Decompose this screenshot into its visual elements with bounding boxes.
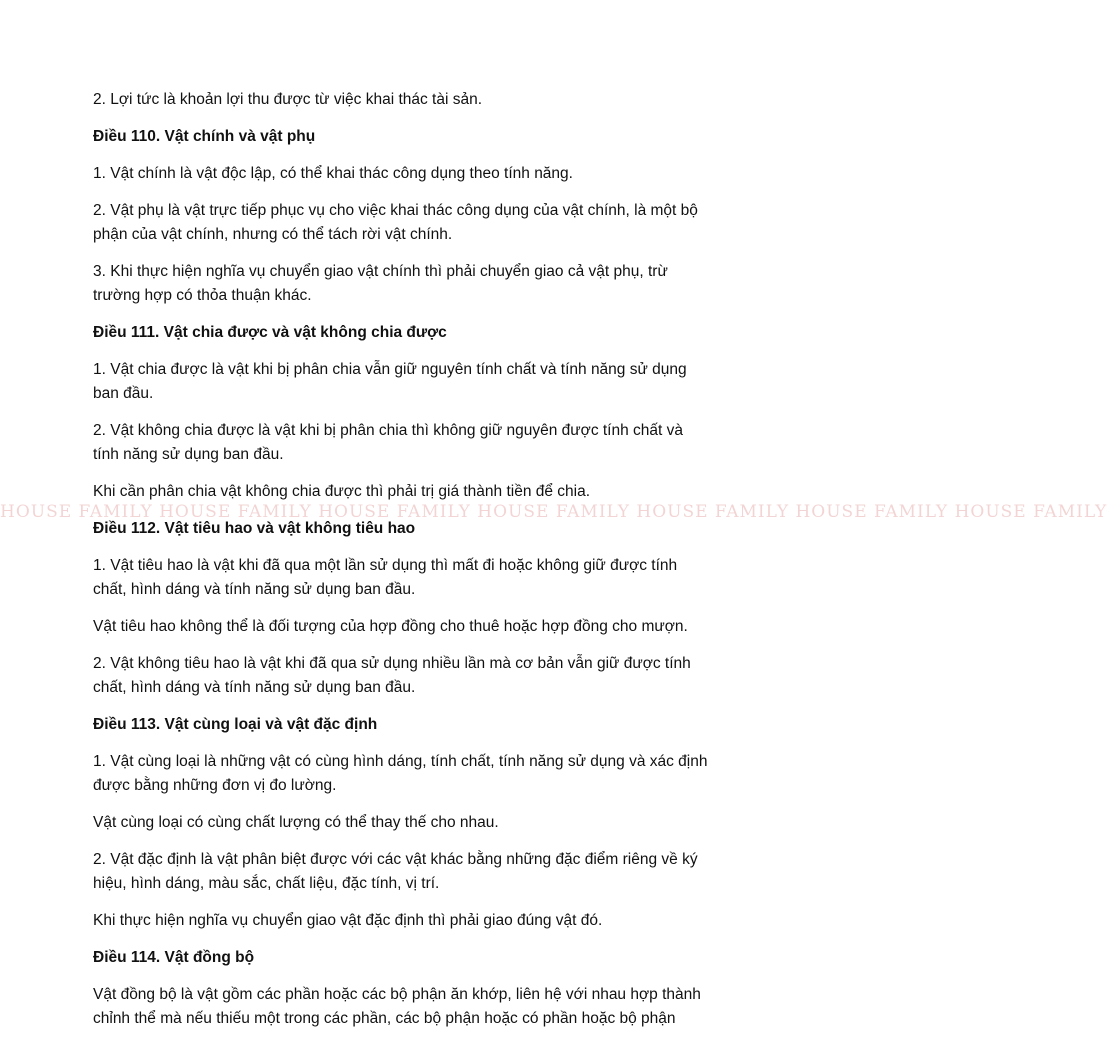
paragraph: 1. Vật tiêu hao là vật khi đã qua một lần sử dụng thì mất đi hoặc không giữ được tính chất, hình dáng và tính năng sử dụng ban đầu. (93, 557, 678, 598)
paragraph: Khi thực hiện nghĩa vụ chuyển giao vật đặc định thì phải giao đúng vật đó. (93, 912, 603, 929)
article-heading-112: Điều 112. Vật tiêu hao và vật không tiêu hao (93, 520, 416, 537)
paragraph: Vật cùng loại có cùng chất lượng có thể thay thế cho nhau. (93, 814, 499, 831)
paragraph: 2. Vật phụ là vật trực tiếp phục vụ cho việc khai thác công dụng của vật chính, là một bộ phận của vật chính, nhưng có thể tách rời vật chính. (93, 202, 698, 243)
paragraph: 1. Vật cùng loại là những vật có cùng hình dáng, tính chất, tính năng sử dụng và xác định được bằng những đơn vị đo lường. (93, 753, 708, 794)
article-heading-110: Điều 110. Vật chính và vật phụ (93, 128, 316, 145)
paragraph: 2. Vật đặc định là vật phân biệt được với các vật khác bằng những đặc điểm riêng về ký hiệu, hình dáng, màu sắc, chất liệu, đặc tính, vị trí. (93, 851, 698, 892)
paragraph: 2. Lợi tức là khoản lợi thu được từ việc khai thác tài sản. (93, 91, 483, 108)
paragraph: Vật đồng bộ là vật gồm các phần hoặc các bộ phận ăn khớp, liên hệ với nhau hợp thành chỉnh thể mà nếu thiếu một trong các phần, các bộ phận hoặc có phần hoặc bộ phận (93, 986, 701, 1027)
paragraph: 2. Vật không chia được là vật khi bị phân chia thì không giữ nguyên được tính chất và tính năng sử dụng ban đầu. (93, 422, 684, 463)
paragraph: 2. Vật không tiêu hao là vật khi đã qua sử dụng nhiều lần mà cơ bản vẫn giữ được tính chất, hình dáng và tính năng sử dụng ban đầu. (93, 655, 691, 696)
paragraph: 1. Vật chính là vật độc lập, có thể khai thác công dụng theo tính năng. (93, 165, 573, 182)
paragraph: 3. Khi thực hiện nghĩa vụ chuyển giao vật chính thì phải chuyển giao cả vật phụ, trừ trường hợp có thỏa thuận khác. (93, 263, 668, 304)
article-heading-113: Điều 113. Vật cùng loại và vật đặc định (93, 716, 378, 733)
paragraph: 1. Vật chia được là vật khi bị phân chia vẫn giữ nguyên tính chất và tính năng sử dụng ban đầu. (93, 361, 687, 402)
watermark: HOUSE FAMILY HOUSE FAMILY HOUSE FAMILY HOUSE FAMILY HOUSE FAMILY HOUSE FAMILY HOUSE FAMILY (0, 502, 1107, 522)
article-heading-114: Điều 114. Vật đồng bộ (93, 949, 255, 966)
article-heading-111: Điều 111. Vật chia được và vật không chia được (93, 324, 447, 341)
paragraph: Vật tiêu hao không thể là đối tượng của hợp đồng cho thuê hoặc hợp đồng cho mượn. (93, 618, 688, 635)
document-page (93, 88, 713, 1044)
paragraph: Khi cần phân chia vật không chia được thì phải trị giá thành tiền để chia. (93, 483, 591, 500)
